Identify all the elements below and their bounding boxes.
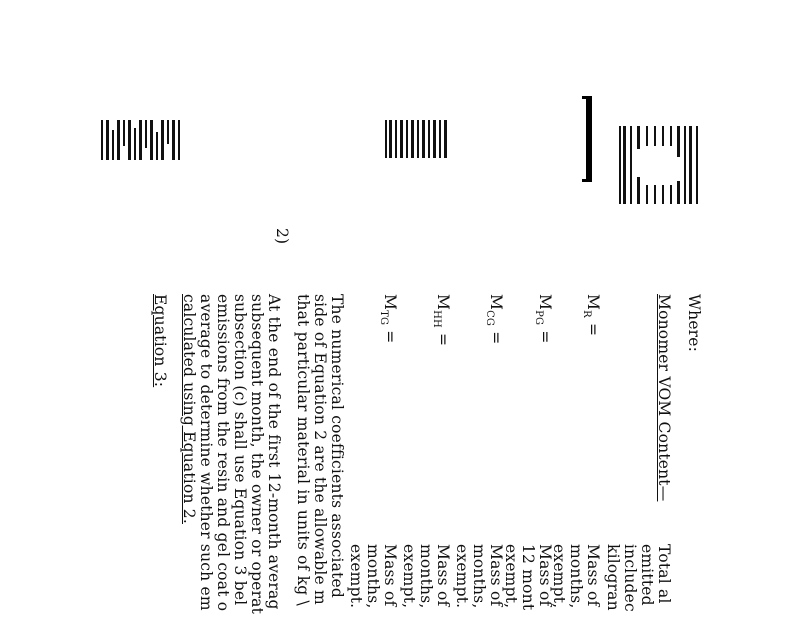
- definition-desc-mcg-1: Mass of: [487, 544, 505, 607]
- definition-term-mr: [578, 294, 601, 336]
- paragraph-2-line-2: subsequent month, the owner or operat: [248, 294, 266, 615]
- definition-term-mpg: [530, 294, 553, 344]
- definition-desc-mcg-3: exempt.: [453, 544, 471, 609]
- equation-image-fragment-bottom: [98, 120, 182, 160]
- definition-desc-mtg-1: Mass of: [381, 544, 399, 607]
- definition-symbol: M: [584, 294, 602, 311]
- paragraph-2-line-1: At the end of the first 12-month averag: [265, 294, 283, 610]
- paragraph-1-line-3: that particular material in units of kg \: [294, 294, 312, 606]
- paragraph-2-line-6: calculated using Equation 2.: [180, 294, 198, 524]
- equation-3-label: Equation 3:: [151, 294, 169, 388]
- definition-term-mcg: [481, 294, 504, 344]
- definition-subscript: CG: [483, 310, 495, 327]
- definition-subscript: HH: [430, 310, 442, 328]
- definition-desc-mhh-2: months,: [417, 544, 435, 609]
- paragraph-1-line-1: The numerical coefficients associated: [328, 294, 346, 599]
- equation-number: 2): [273, 228, 291, 245]
- definition-desc-mpg-1: Mass of: [536, 544, 554, 607]
- definition-desc-mr-2: months,: [567, 544, 585, 609]
- definition-desc-mpg-2: 12 mont: [519, 544, 537, 611]
- equation-image-fragment-top: [618, 126, 700, 204]
- paragraph-2-line-5: average to determine whether such em: [197, 294, 215, 611]
- definition-desc-mhh-3: exempt,: [400, 544, 418, 609]
- definition-subscript: R: [580, 310, 592, 318]
- definition-term-mtg: [375, 294, 398, 343]
- equation-bar-tick-right: [582, 179, 592, 182]
- equation-fraction-bar: [586, 96, 592, 182]
- paragraph-2-line-4: emissions from the resin and gel coat o: [214, 294, 232, 612]
- definition-subscript: PG: [532, 310, 544, 326]
- definition-symbol: M: [536, 294, 554, 311]
- paragraph-2-line-3: subsection (c) shall use Equation 3 bel: [231, 294, 249, 606]
- definition-equals: =: [584, 317, 602, 337]
- definition-equals: =: [381, 325, 399, 344]
- where-label-text: Where:: [685, 294, 703, 353]
- definition-subscript: TG: [377, 310, 389, 326]
- monomer-desc-4: kilogran: [604, 544, 622, 611]
- definition-desc-mcg-2: months,: [470, 544, 488, 609]
- equation-bar-tick-left: [582, 96, 592, 99]
- where-label: [685, 294, 702, 352]
- definition-equals: =: [536, 325, 554, 344]
- definition-symbol: M: [487, 294, 505, 311]
- definition-symbol: M: [381, 294, 399, 311]
- definition-desc-mpg-3: exempt,: [502, 544, 520, 609]
- definition-equals: =: [434, 327, 452, 347]
- monomer-desc-1: Total al: [655, 544, 673, 604]
- monomer-term-text: Monomer VOM Content—: [655, 294, 673, 502]
- monomer-desc-3: includec: [621, 544, 639, 612]
- definition-desc-mtg-3: exempt.: [347, 544, 365, 609]
- paragraph-1-line-2: side of Equation 2 are the allowable m: [311, 294, 329, 605]
- definition-equals: =: [487, 326, 505, 345]
- definition-symbol: M: [434, 294, 452, 311]
- definition-desc-mtg-2: months,: [364, 544, 382, 609]
- definition-desc-mr-3: exempt,: [550, 544, 568, 609]
- definition-desc-mr-1: Mass of: [584, 544, 602, 607]
- definition-term-mhh: [428, 294, 451, 346]
- equation-image-fragment-middle: [384, 120, 448, 158]
- monomer-term: [655, 294, 672, 501]
- monomer-desc-2: emitted: [638, 544, 656, 606]
- definition-desc-mhh-1: Mass of: [434, 544, 452, 607]
